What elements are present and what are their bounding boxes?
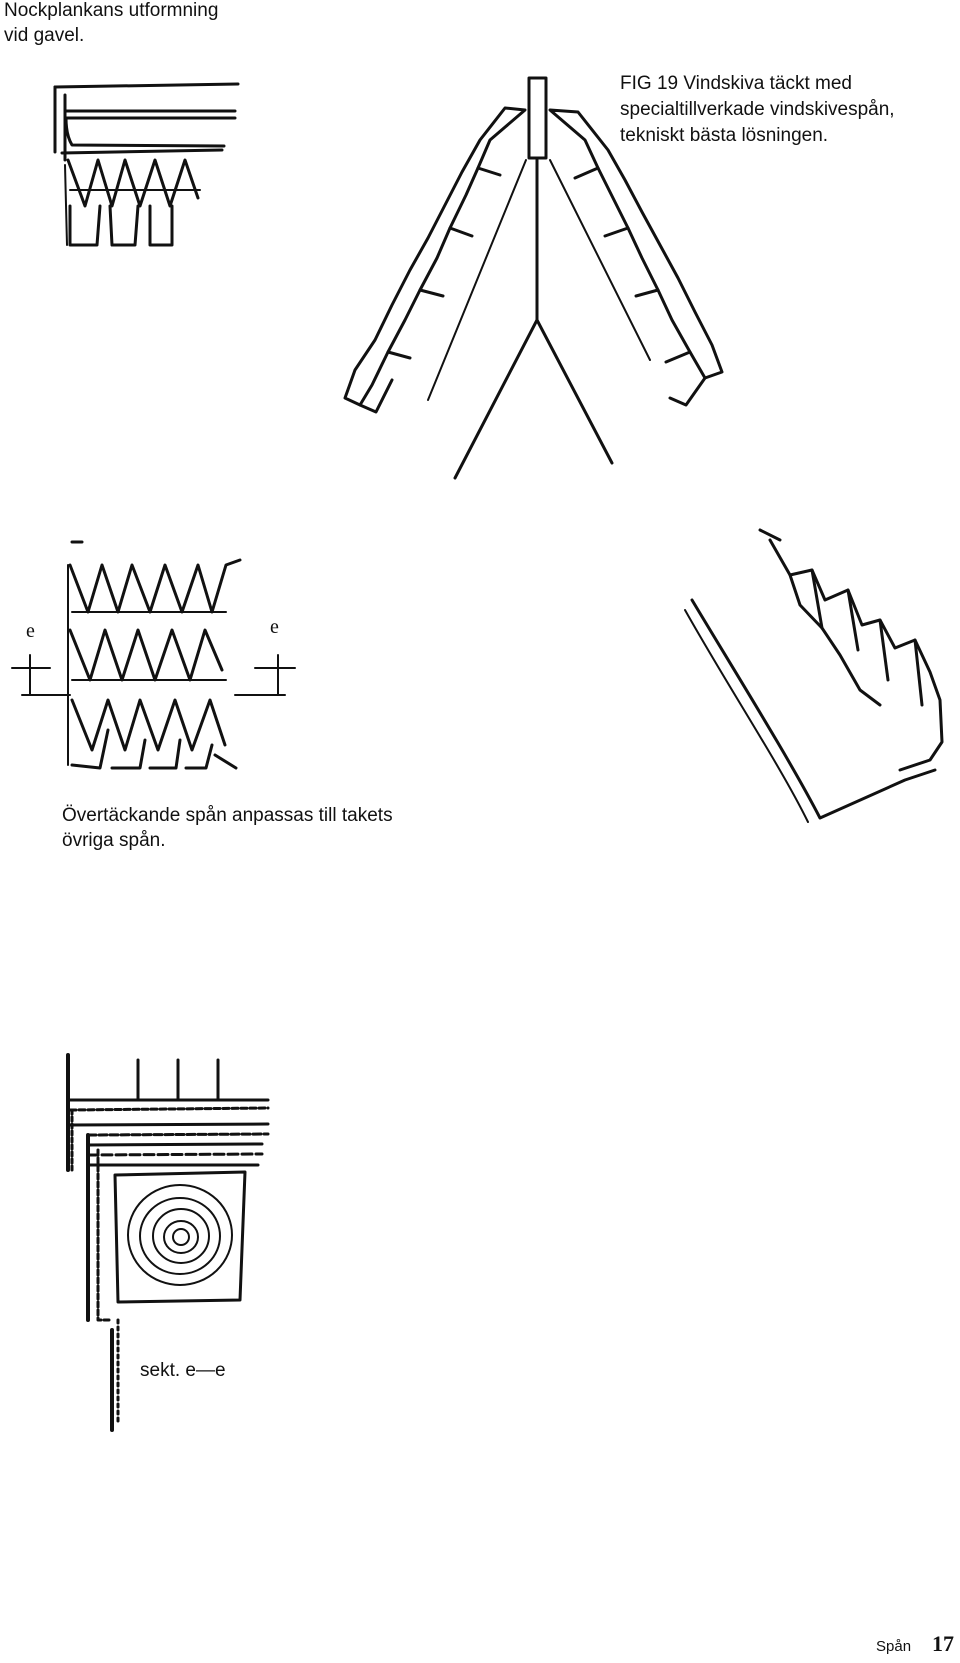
overlap-shingles-sketch: [12, 542, 295, 768]
caption-overlapping-shingles: Övertäckande spån anpassas till takets övriga spån.: [62, 805, 393, 851]
caption-section-e-e: sekt. e—e: [140, 1360, 226, 1381]
eave-shingles-sketch: [685, 530, 942, 822]
section-marker-left: e: [26, 620, 35, 642]
caption-fig-19: FIG 19 Vindskiva täckt med specialtillverkade vindskivespån, tekniskt bästa lösningen.: [620, 73, 895, 146]
footer-label: Spån: [876, 1638, 912, 1655]
section-marker-right: e: [270, 616, 279, 638]
caption-nockplanka: Nockplankans utformning vid gavel.: [4, 0, 219, 46]
ridge-board-sketch: [55, 84, 238, 245]
page-number: 17: [932, 1631, 954, 1656]
